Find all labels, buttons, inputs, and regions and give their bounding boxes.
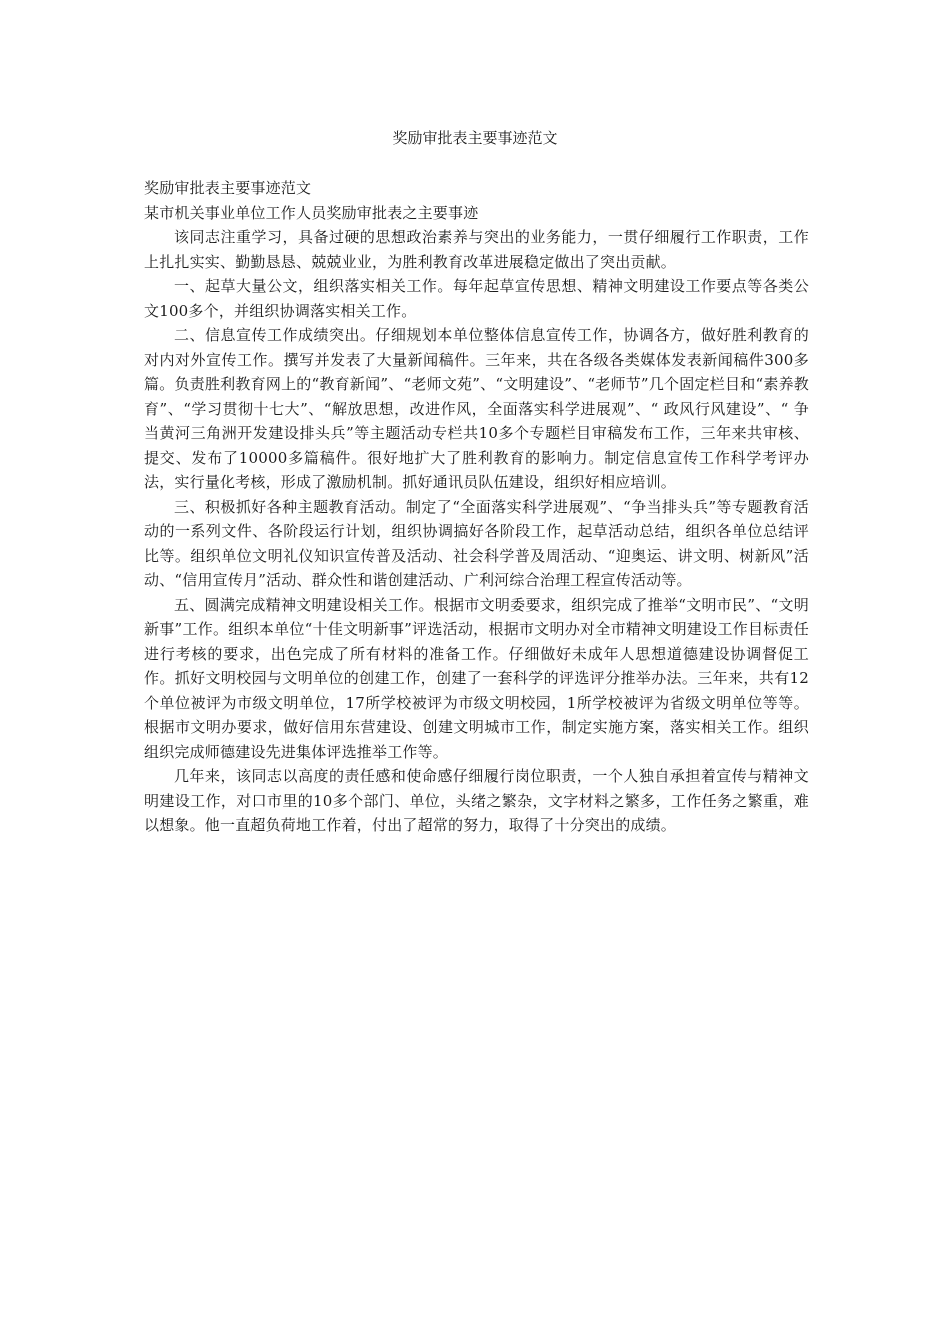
paragraph-section-5: 五、圆满完成精神文明建设相关工作。根据市文明委要求，组织完成了推举“文明市民”、“文明新事”工作。组织本单位“十佳文明新事”评选活动，根据市文明办对全市精神文明建设工作目标责任进行考核的要求，出色完成了所有材料的准备工作。仔细做好未成年人思想道德建设协调督促工作。抓好文明校园与文明单位的创建工作，创建了一套科学的评选评分推举办法。三年来，共有12个单位被评为市级文明单位，17所学校被评为市级文明校园，1所学校被评为省级文明单位等等。根据市文明办要求，做好信用东营建设、创建文明城市工作，制定实施方案，落实相关工作。组织组织完成师德建设先进集体评选推举工作等。 [144,595,809,761]
document-body [144,176,809,838]
heading-line: 奖励审批表主要事迹范文 [144,179,312,197]
document-title: 奖励审批表主要事迹范文 [392,129,558,147]
paragraph-intro: 该同志注重学习，具备过硬的思想政治素养与突出的业务能力，一贯仔细履行工作职责，工作上扎扎实实、勤勤恳恳、兢兢业业，为胜利教育改革进展稳定做出了突出贡献。 [144,228,809,271]
subheading-line: 某市机关事业单位工作人员奖励审批表之主要事迹 [144,203,479,222]
paragraph-section-2: 二、信息宣传工作成绩突出。仔细规划本单位整体信息宣传工作，协调各方，做好胜利教育的对内对外宣传工作。撰写并发表了大量新闻稿件。三年来，共在各级各类媒体发表新闻稿件300多篇。负责胜利教育网上的“教育新闻”、“老师文苑”、“文明建设”、“老师节”几个固定栏目和“素养教育”、“学习贯彻十七大”、“解放思想，改进作风，全面落实科学进展观”、“ 政风行风建设”、“ 争当黄河三角洲开发建设排头兵”等主题活动专栏共10多个专题栏目审稿发布工作，三年来共审核、提交、发布了10000多篇稿件。很好地扩大了胜利教育的影响力。制定信息宣传工作科学考评办法，实行量化考核，形成了激励机制。抓好通讯员队伍建设，组织好相应培训。 [144,326,809,491]
paragraph-section-3: 三、积极抓好各种主题教育活动。制定了“全面落实科学进展观”、“争当排头兵”等专题教育活动的一系列文件、各阶段运行计划，组织协调搞好各阶段工作，起草活动总结，组织各单位总结评比等。组织单位文明礼仪知识宣传普及活动、社会科学普及周活动、“迎奥运、讲文明、树新风”活动、“信用宣传月”活动、群众性和谐创建活动、广利河综合治理工程宣传活动等。 [144,497,809,589]
paragraph-conclusion: 几年来，该同志以高度的责任感和使命感仔细履行岗位职责，一个人独自承担着宣传与精神文明建设工作，对口市里的10多个部门、单位，头绪之繁杂，文字材料之繁多，工作任务之繁重，难以想象。他一直超负荷地工作着，付出了超常的努力，取得了十分突出的成绩。 [144,767,809,834]
paragraph-section-1: 一、起草大量公文，组织落实相关工作。每年起草宣传思想、精神文明建设工作要点等各类公文100多个，并组织协调落实相关工作。 [144,277,809,320]
